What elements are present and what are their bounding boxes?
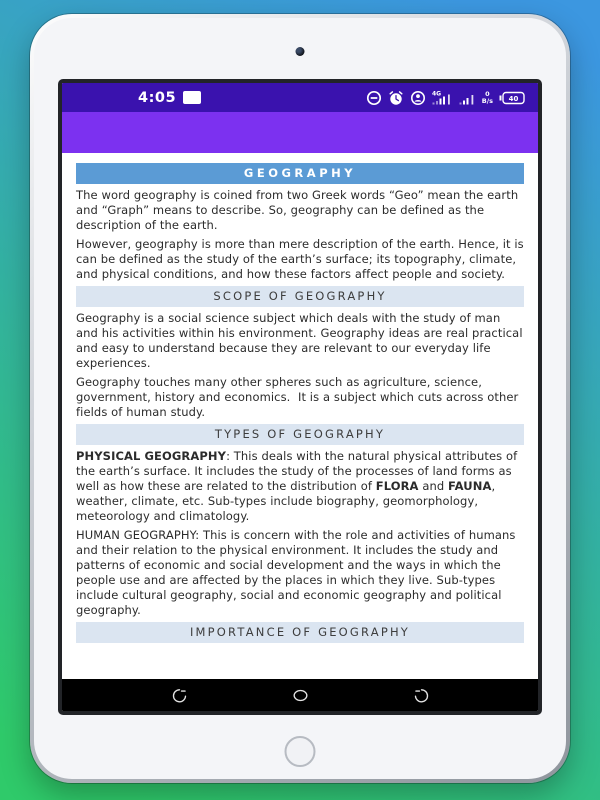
paragraph: HUMAN GEOGRAPHY: This is concern with the role and activities of humans and their relation to the physical environment. It includes the study and patterns of economic and social development and the ways in which the people use and are affected by the places in which they live. Sub-types include cultural geography, social and economic geography and political geography.	[76, 528, 520, 617]
paragraph: The word geography is coined from two Greek words “Geo” mean the earth and “Graph” means to describe. So, geography can be defined as the description of the earth.	[76, 188, 522, 232]
signal-4g-icon	[432, 90, 453, 106]
section-header: SCOPE OF GEOGRAPHY	[76, 286, 524, 307]
status-bar	[62, 83, 538, 112]
clock: 4:05	[138, 89, 177, 106]
recents-button[interactable]	[164, 683, 194, 707]
paragraph: Geography touches many other spheres such as agriculture, science, government, history and economics. It is a subject which cuts across other fields of human study.	[76, 375, 523, 419]
paragraph: Geography is a social science subject which deals with the study of man and his activities within his environment. Geography ideas are real practical and easy to understand because they are relevant to our everyday life experiences.	[76, 311, 527, 370]
profile-circle-icon	[410, 90, 426, 106]
status-icons	[366, 90, 525, 106]
net-speed-value: 0	[485, 90, 490, 98]
back-button[interactable]	[406, 683, 436, 707]
front-camera	[296, 47, 305, 56]
battery-icon	[499, 91, 525, 105]
app-bar	[62, 112, 538, 153]
paragraph: PHYSICAL GEOGRAPHY: This deals with the natural physical attributes of the earth’s surface. It includes the study of the processes of land forms as well as how these are related to the distribution of FLORA and FAUNA, weather, climate, etc. Sub-types include biography, geomorphology, meteorology and climatology.	[76, 449, 522, 523]
section-header: IMPORTANCE OF GEOGRAPHY	[76, 622, 524, 643]
section-header: TYPES OF GEOGRAPHY	[76, 424, 524, 445]
svg-text:40: 40	[508, 94, 519, 103]
alarm-icon	[388, 90, 404, 106]
do-not-disturb-icon	[366, 90, 382, 106]
document-body[interactable]	[62, 153, 538, 711]
physical-home-button[interactable]	[285, 736, 316, 767]
section-header: GEOGRAPHY	[76, 163, 524, 184]
net-speed-indicator	[482, 91, 493, 104]
paragraph: However, geography is more than mere description of the earth. Hence, it is can be defined as the study of the earth’s surface; its topography, climate, and physical conditions, and how these factors affect people and society.	[76, 237, 528, 281]
screen	[58, 79, 542, 715]
home-button[interactable]	[285, 683, 315, 707]
notification-icon	[183, 91, 201, 104]
net-speed-unit: B/s	[481, 96, 493, 105]
tablet-frame	[30, 14, 570, 783]
tablet-face	[34, 18, 566, 779]
signal-icon	[459, 90, 476, 106]
svg-text:4G: 4G	[431, 90, 441, 97]
navigation-bar	[62, 679, 538, 711]
